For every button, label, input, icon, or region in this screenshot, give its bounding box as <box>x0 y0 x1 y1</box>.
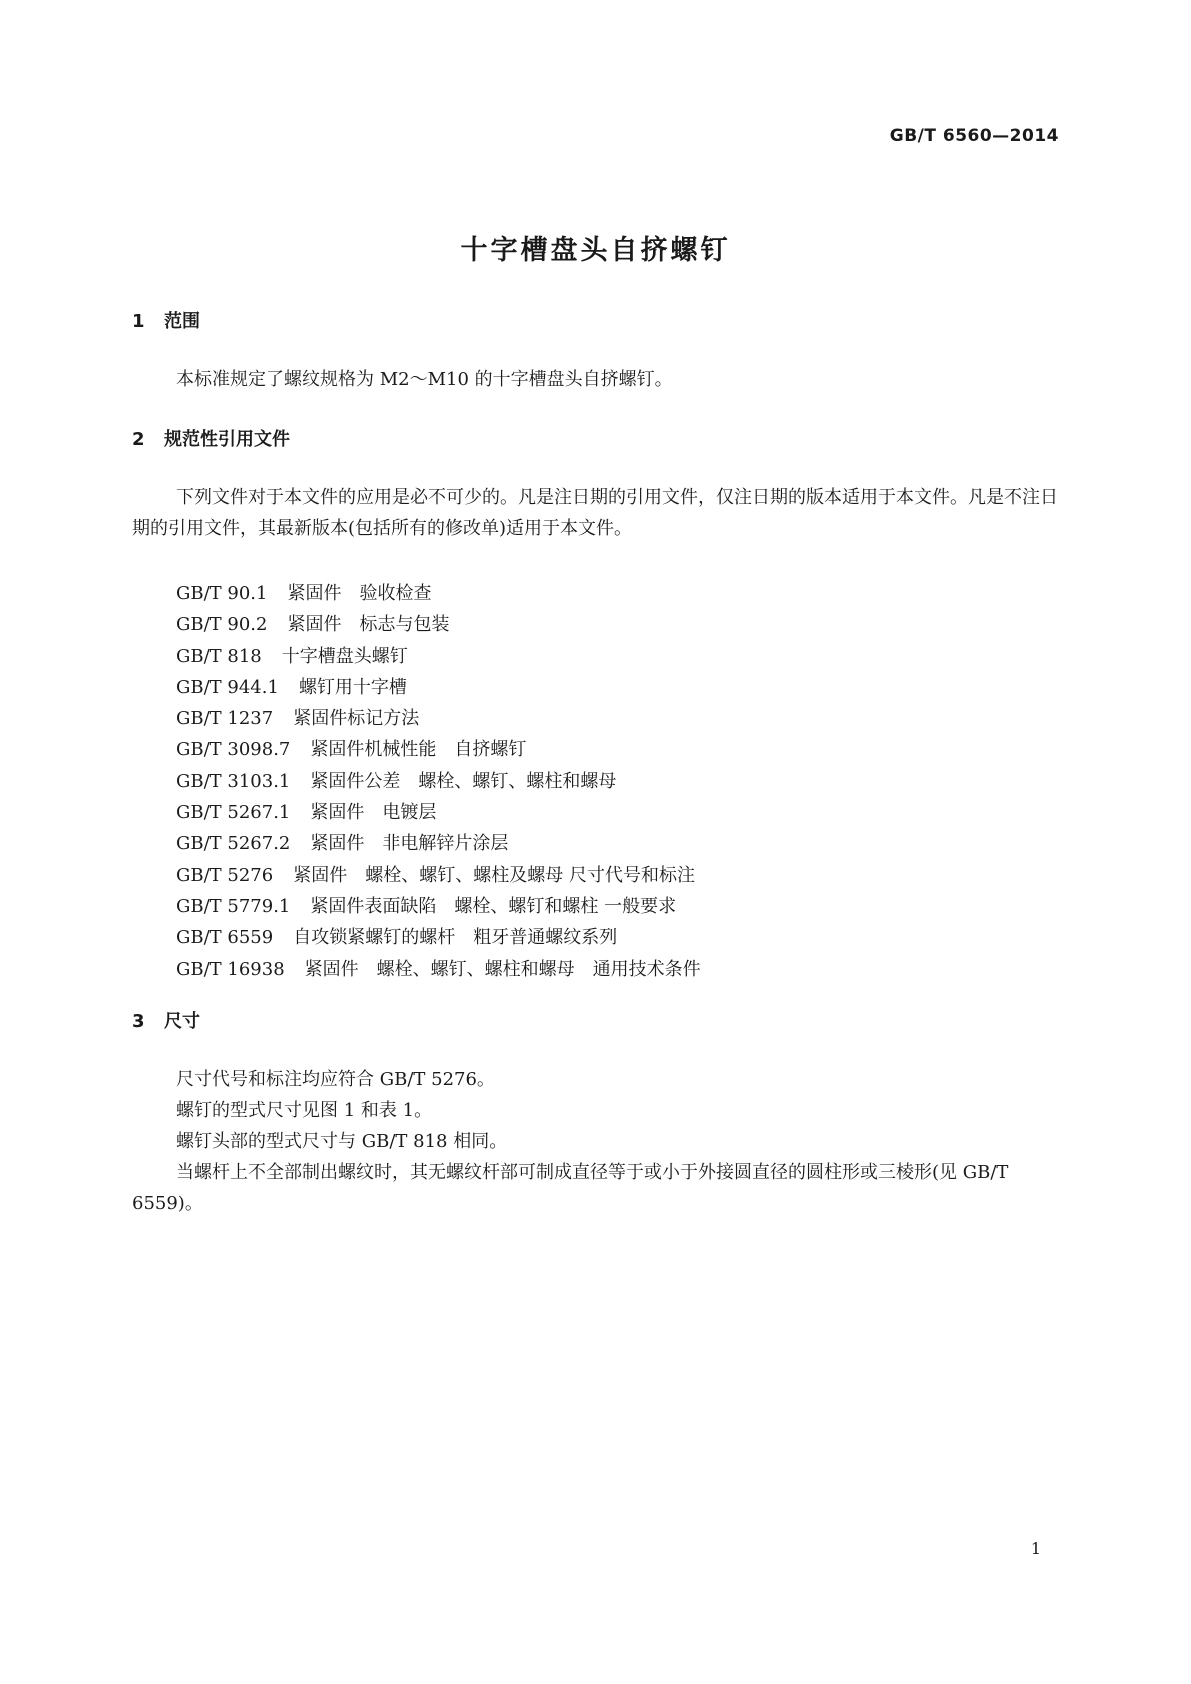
section-2-number: 2 <box>132 429 145 450</box>
section-3-number: 3 <box>132 1011 145 1032</box>
section-1-title: 范围 <box>164 311 200 332</box>
reference-title: 紧固件表面缺陷 螺栓、螺钉和螺柱 一般要求 <box>310 895 677 917</box>
section-3-title: 尺寸 <box>164 1011 200 1032</box>
section-3-heading <box>132 1007 200 1033</box>
reference-item <box>176 609 701 640</box>
reference-item <box>176 641 701 672</box>
reference-code: GB/T 5779.1 <box>176 895 291 917</box>
reference-code: GB/T 3103.1 <box>176 770 291 792</box>
reference-title: 紧固件 螺栓、螺钉、螺柱和螺母 通用技术条件 <box>304 958 701 980</box>
reference-item <box>176 891 701 922</box>
section-2-title: 规范性引用文件 <box>164 429 290 450</box>
reference-title: 紧固件 验收检查 <box>287 583 432 604</box>
reference-item <box>176 734 701 765</box>
reference-title: 自攻锁紧螺钉的螺杆 粗牙普通螺纹系列 <box>293 927 618 949</box>
reference-item <box>176 922 701 953</box>
dimensions-paragraph: 尺寸代号和标注均应符合 GB/T 5276。 <box>176 1069 495 1090</box>
reference-code: GB/T 5267.2 <box>176 833 291 855</box>
reference-title: 紧固件 螺栓、螺钉、螺柱及螺母 尺寸代号和标注 <box>293 864 695 886</box>
reference-item <box>176 860 701 891</box>
reference-title: 紧固件标记方法 <box>293 708 420 730</box>
section-1-number: 1 <box>132 311 145 332</box>
reference-code: GB/T 90.1 <box>176 583 268 604</box>
reference-item <box>176 703 701 734</box>
reference-title: 紧固件 标志与包装 <box>287 614 450 636</box>
reference-code: GB/T 3098.7 <box>176 739 291 761</box>
section-1-heading <box>132 307 200 333</box>
reference-code: GB/T 944.1 <box>176 676 279 698</box>
reference-code: GB/T 6559 <box>176 927 274 949</box>
reference-title: 紧固件机械性能 自挤螺钉 <box>310 739 527 761</box>
scope-text: 本标准规定了螺纹规格为 M2～M10 的十字槽盘头自挤螺钉。 <box>176 369 673 390</box>
document-title: 十字槽盘头自挤螺钉 <box>460 235 731 266</box>
section-2-heading <box>132 425 290 451</box>
reference-code: GB/T 16938 <box>176 958 285 980</box>
reference-item <box>176 578 701 609</box>
reference-item <box>176 954 701 985</box>
normative-refs-intro: 下列文件对于本文件的应用是必不可少的。凡是注日期的引用文件，仅注日期的版本适用于本文件。凡是不注日期的引用文件，其最新版本(包括所有的修改单)适用于本文件。 <box>132 487 1058 539</box>
reference-item <box>176 672 701 703</box>
standard-number: GB/T 6560—2014 <box>889 126 1059 146</box>
reference-code: GB/T 1237 <box>176 708 274 730</box>
reference-title: 十字槽盘头螺钉 <box>281 645 408 667</box>
reference-title: 紧固件 电镀层 <box>310 802 437 824</box>
reference-item <box>176 828 701 859</box>
dimensions-paragraph: 螺钉的型式尺寸见图 1 和表 1。 <box>176 1100 433 1121</box>
reference-item <box>176 797 701 828</box>
page-number: 1 <box>1030 1539 1041 1558</box>
reference-code: GB/T 5276 <box>176 864 274 886</box>
reference-item <box>176 766 701 797</box>
reference-code: GB/T 818 <box>176 645 262 667</box>
reference-list <box>176 578 701 985</box>
reference-title: 螺钉用十字槽 <box>298 676 407 698</box>
reference-title: 紧固件公差 螺栓、螺钉、螺柱和螺母 <box>310 770 617 792</box>
dimensions-paragraph: 当螺杆上不全部制出螺纹时，其无螺纹杆部可制成直径等于或小于外接圆直径的圆柱形或三棱形(见 GB/T 6559)。 <box>132 1162 1009 1214</box>
reference-title: 紧固件 非电解锌片涂层 <box>310 833 509 855</box>
reference-code: GB/T 5267.1 <box>176 802 291 824</box>
reference-code: GB/T 90.2 <box>176 614 268 636</box>
dimensions-paragraph: 螺钉头部的型式尺寸与 GB/T 818 相同。 <box>176 1131 508 1152</box>
